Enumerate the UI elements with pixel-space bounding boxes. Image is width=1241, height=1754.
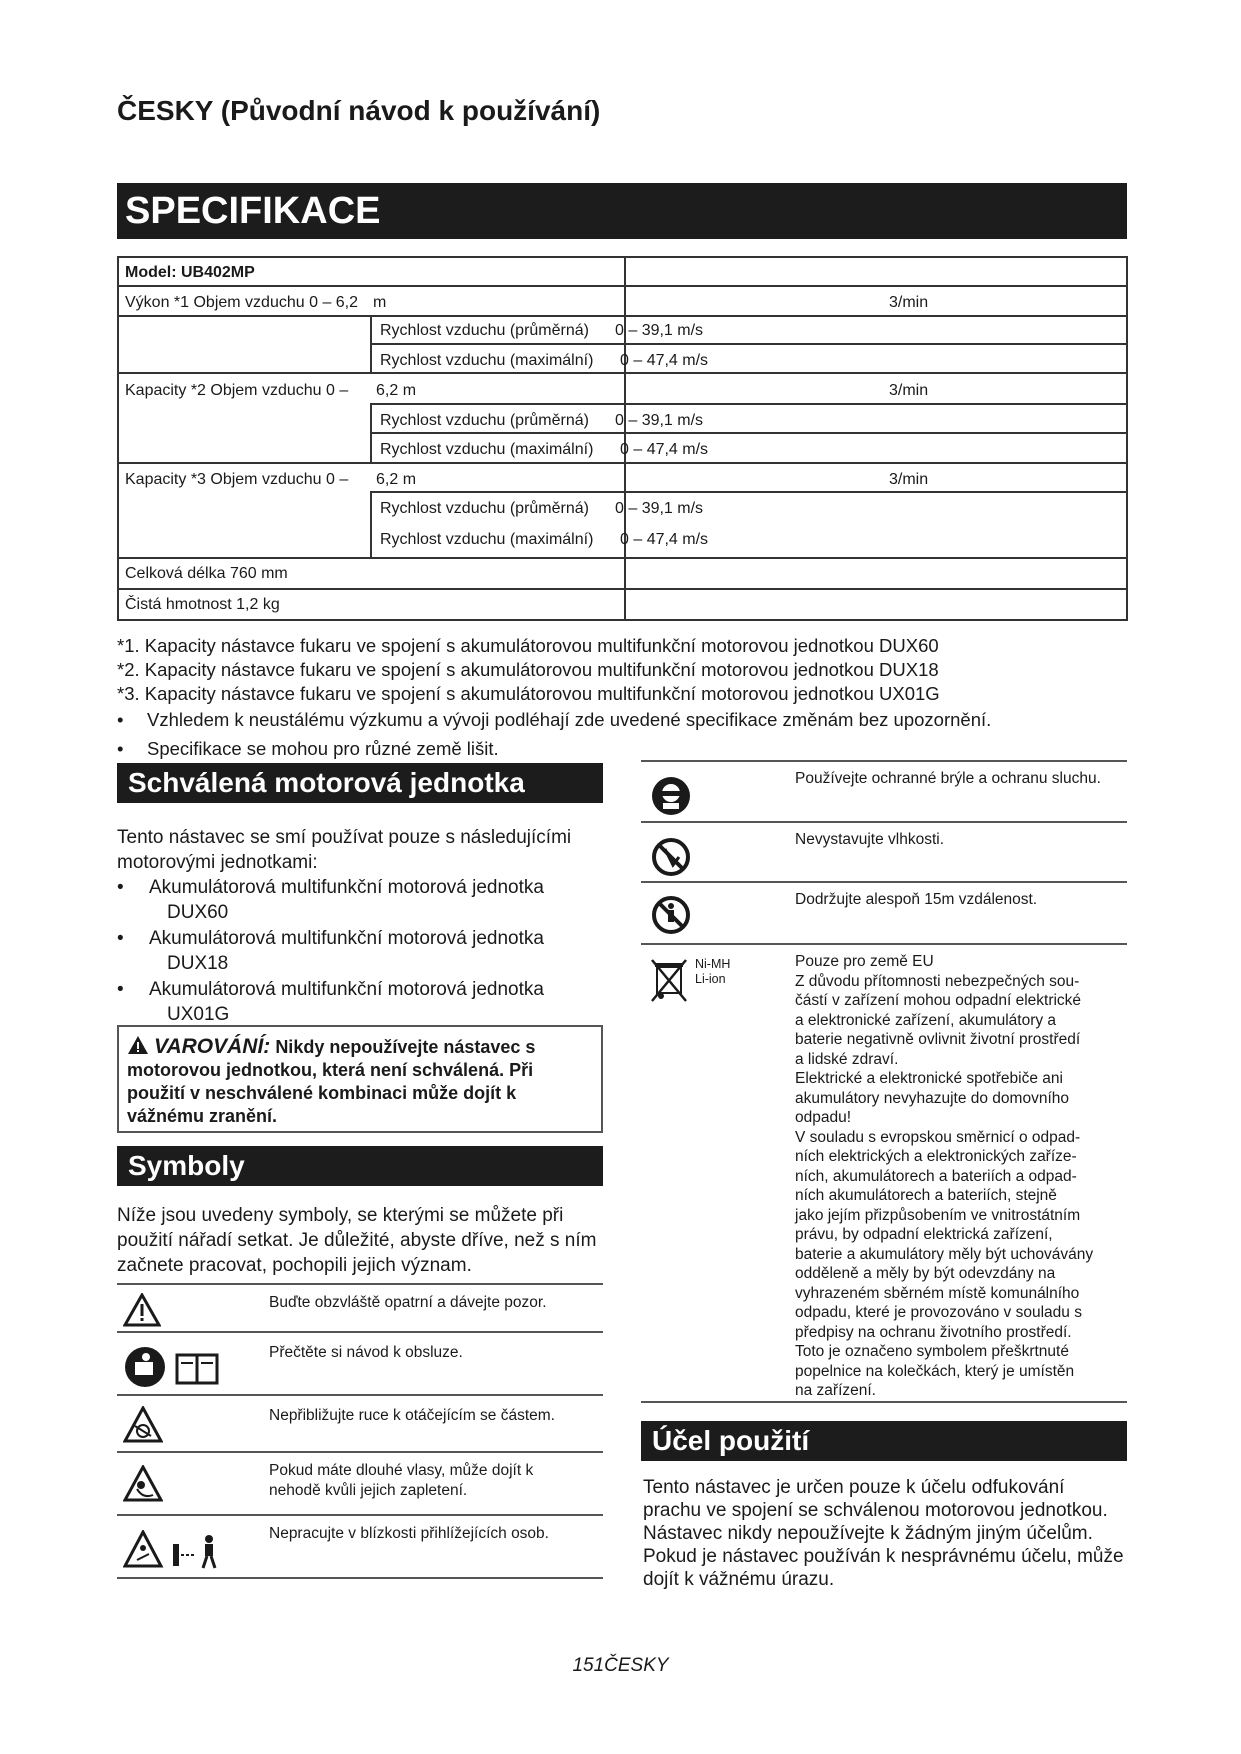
note-bullet: • Vzhledem k neustálému výzkumu a vývoji podléhají zde uvedené specifikace změnám bez upozornění. bbox=[117, 708, 1127, 732]
spec-cell: Kapacity *2 Objem vzduchu 0 – bbox=[125, 382, 349, 399]
spec-unit: 3/min bbox=[889, 294, 929, 311]
note-bullet: • Specifikace se mohou pro různé země lišit. bbox=[117, 737, 1127, 761]
spec-cell: Rychlost vzduchu (průměrná) bbox=[380, 500, 589, 517]
spec-cell: 0 – 39,1 m/s bbox=[615, 500, 704, 517]
weee-text: Pouze pro země EU Z důvodu přítomnosti nebezpečných sou- částí v zařízení mohou odpadní elektrické a elektronické zařízení, akumulátory a baterie negativně ovlivnit životní prostředí a lidské zdraví. Elektrické a elektronické spotřebiče ani akumulátory nevyhazujte do domovního odpadu! V souladu s evropskou směrnicí o odpad- ních elektrických a elektronických zaříze- ních, akumulátorech a bateriích a odpad- ních akumulátorech a bateriích, stejně jako jejím přizpůsobením ve vnitrostátním právu, by odpadní elektrická zařízení, baterie a akumulátory měly být uchovávány odděleně a měly by být odevzdány na vyhrazeném sběrném místě komunálního odpadu, které je provozováno v souladu s předpisy na ochranu životního prostředí. Toto je označeno symbolem přeškrtnuté popelnice na kolečkách, který je umístěn na zařízení. bbox=[795, 953, 1094, 1399]
crossed-bin-icon bbox=[649, 957, 689, 1008]
spec-table bbox=[117, 256, 1128, 621]
spec-cell: 6,2 m bbox=[376, 382, 417, 399]
spec-heading: SPECIFIKACE bbox=[117, 183, 1127, 239]
keep-distance-icon bbox=[651, 895, 691, 940]
warning-text: Nikdy nepoužívejte nástavec s motorovou jednotkou, která není schválená. Při použití v neschválené kombinaci může dojít k vážnému zranění. bbox=[127, 1037, 536, 1126]
spec-unit: 3/min bbox=[889, 471, 929, 488]
spec-cell: 0 – 47,4 m/s bbox=[620, 441, 709, 458]
symbols-table bbox=[117, 1283, 603, 1583]
table-row: Buďte obzvláště opatrní a dávejte pozor. bbox=[117, 1283, 603, 1331]
table-row: Nepřibližujte ruce k otáčejícím se částem. bbox=[117, 1394, 603, 1451]
read-manual-icon bbox=[123, 1345, 223, 1394]
spec-cell: Celková délka 760 mm bbox=[125, 565, 288, 582]
rotating-parts-icon bbox=[123, 1406, 163, 1449]
spec-model: Model: UB402MP bbox=[125, 264, 255, 281]
note: *2. Kapacity nástavce fukaru ve spojení s akumulátorovou multifunkční motorovou jednotkou DUX18 bbox=[117, 659, 939, 680]
symbols-table-right bbox=[641, 760, 1127, 1405]
spec-notes bbox=[117, 634, 1127, 761]
eye-ear-protection-icon bbox=[651, 776, 691, 821]
list-item: • Akumulátorová multifunkční motorová jednotka DUX18 bbox=[117, 926, 603, 976]
table-row: Dodržujte alespoň 15m vzdálenost. bbox=[641, 881, 1127, 943]
table-row: Nevystavujte vlhkosti. bbox=[641, 821, 1127, 881]
spec-cell: Čistá hmotnost 1,2 kg bbox=[125, 596, 280, 613]
approved-heading: Schválená motorová jednotka bbox=[117, 763, 603, 803]
spec-cell: 0 – 47,4 m/s bbox=[620, 352, 709, 369]
page-title: ČESKY (Původní návod k používání) bbox=[117, 95, 601, 126]
spec-cell: 0 – 39,1 m/s bbox=[615, 322, 704, 339]
table-row: Pokud máte dlouhé vlasy, může dojít k nehodě kvůli jejich zapletení. bbox=[117, 1451, 603, 1514]
bystanders-icon bbox=[123, 1530, 233, 1575]
warning-icon bbox=[127, 1037, 154, 1057]
spec-cell: m bbox=[373, 294, 387, 311]
table-row: Nepracujte v blízkosti přihlížejících osob. bbox=[117, 1514, 603, 1579]
no-moisture-icon bbox=[651, 837, 691, 882]
long-hair-icon bbox=[123, 1465, 163, 1508]
spec-cell: 6,2 m bbox=[376, 471, 417, 488]
spec-cell: Rychlost vzduchu (průměrná) bbox=[380, 412, 589, 429]
purpose-text: Tento nástavec je určen pouze k účelu odfukování prachu ve spojení se schválenou motorovou jednotkou. Nástavec nikdy nepoužívejte k žádným jiným účelům. Pokud je nástavec používán k nesprávnému účelu, může dojít k vážnému úrazu. bbox=[643, 1477, 1124, 1590]
spec-cell: Rychlost vzduchu (průměrná) bbox=[380, 322, 589, 339]
note: *1. Kapacity nástavce fukaru ve spojení s akumulátorovou multifunkční motorovou jednotkou DUX60 bbox=[117, 635, 939, 656]
warning-box bbox=[117, 1025, 603, 1133]
spec-cell: Kapacity *3 Objem vzduchu 0 – bbox=[125, 471, 349, 488]
spec-cell: Rychlost vzduchu (maximální) bbox=[380, 441, 594, 458]
spec-cell: Rychlost vzduchu (maximální) bbox=[380, 531, 594, 548]
table-row bbox=[641, 943, 1127, 1403]
purpose-heading: Účel použití bbox=[641, 1421, 1127, 1461]
page-footer: 151ČESKY bbox=[572, 1655, 669, 1676]
spec-cell: 0 – 47,4 m/s bbox=[620, 531, 709, 548]
spec-cell: Výkon *1 Objem vzduchu 0 – 6,2 bbox=[125, 294, 359, 311]
list-item: • Akumulátorová multifunkční motorová jednotka UX01G bbox=[117, 977, 603, 1027]
spec-cell: Rychlost vzduchu (maximální) bbox=[380, 352, 594, 369]
approved-intro: Tento nástavec se smí používat pouze s následujícími motorovými jednotkami: bbox=[117, 827, 572, 873]
spec-cell: 0 – 39,1 m/s bbox=[615, 412, 704, 429]
approved-list bbox=[117, 875, 603, 1028]
symbols-heading: Symboly bbox=[117, 1146, 603, 1186]
symbols-intro: Níže jsou uvedeny symboly, se kterými se můžete při použití nářadí setkat. Je důležité, abyste dříve, než s ním začnete pracovat, pochopili jejich význam. bbox=[117, 1205, 597, 1276]
list-item: • Akumulátorová multifunkční motorová jednotka DUX60 bbox=[117, 875, 603, 925]
table-row: Přečtěte si návod k obsluze. bbox=[117, 1331, 603, 1394]
warning-title: VAROVÁNÍ: bbox=[154, 1035, 271, 1058]
spec-unit: 3/min bbox=[889, 382, 929, 399]
battery-labels: Ni-MH Li-ion bbox=[695, 957, 731, 986]
note: *3. Kapacity nástavce fukaru ve spojení s akumulátorovou multifunkční motorovou jednotkou UX01G bbox=[117, 683, 940, 704]
table-row: Používejte ochranné brýle a ochranu sluchu. bbox=[641, 760, 1127, 821]
warning-triangle-icon bbox=[123, 1293, 161, 1332]
